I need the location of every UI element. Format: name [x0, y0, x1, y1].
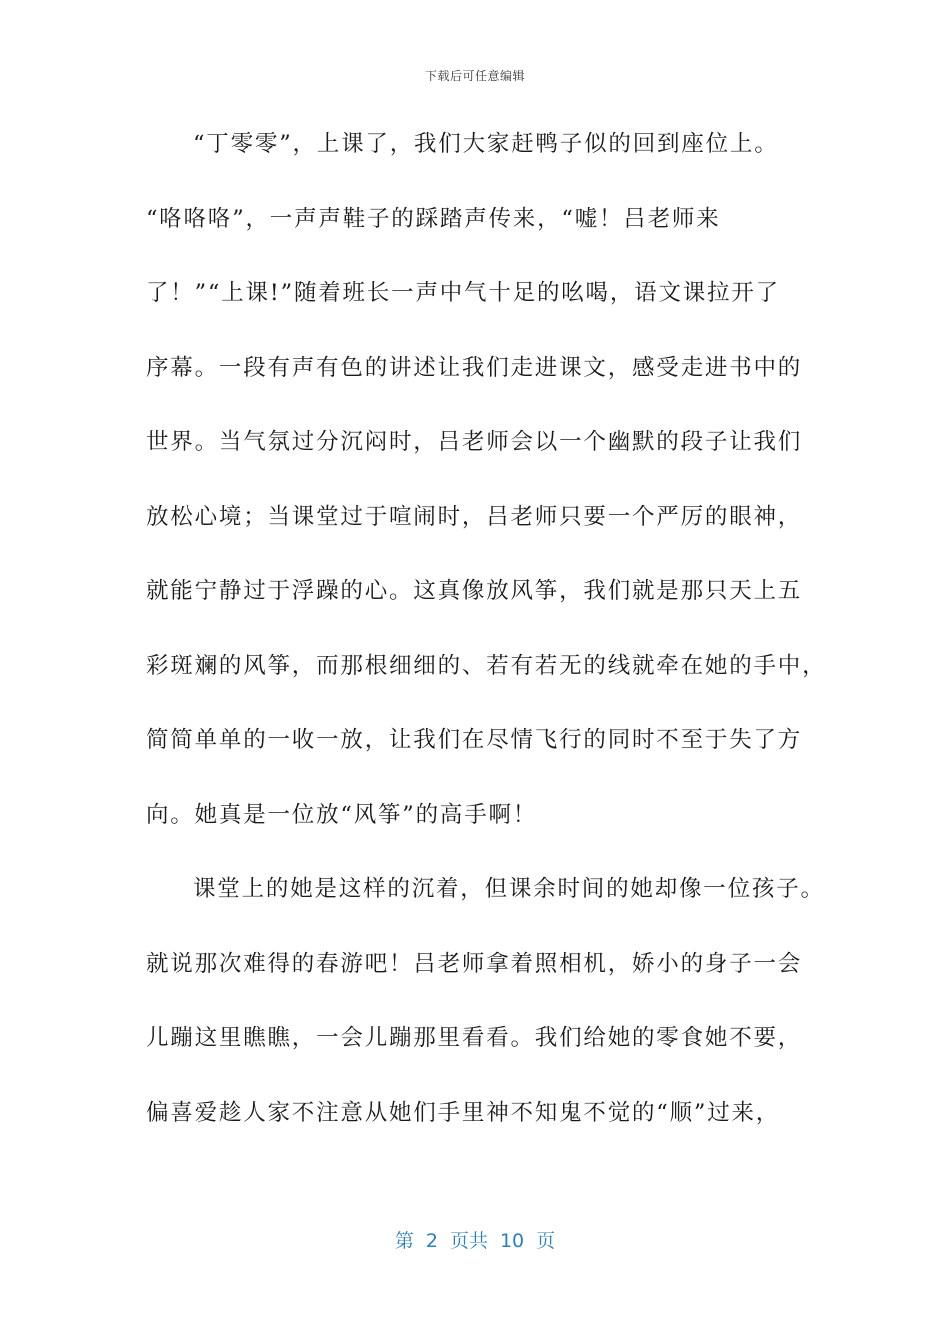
paragraph-line: 放松心境；当课堂过于喧闹时，吕老师只要一个严厉的眼神，: [146, 503, 803, 530]
paragraph-line: 偏喜爱趁人家不注意从她们手里神不知鬼不觉的“顺”过来，: [146, 1099, 781, 1126]
footer-page-number: 2: [425, 1230, 438, 1252]
page-footer: [0, 1226, 950, 1253]
footer-total-pages: 10: [499, 1230, 525, 1252]
footer-suffix: 页: [536, 1230, 556, 1252]
paragraph-line: 就说那次难得的春游吧！吕老师拿着照相机，娇小的身子一会: [146, 950, 803, 977]
paragraph-line: 世界。当气氛过分沉闷时，吕老师会以一个幽默的段子让我们: [146, 429, 803, 455]
page-header-note: 下载后可任意编辑: [424, 69, 525, 83]
paragraph-line: “咯咯咯”，一声声鞋子的踩踏声传来，“嘘！吕老师来: [146, 205, 721, 232]
paragraph-line: 序幕。一段有声有色的讲述让我们走进课文，感受走进书中的: [146, 354, 803, 381]
paragraph-line: 儿蹦这里瞧瞧，一会儿蹦那里看看。我们给她的零食她不要，: [146, 1025, 803, 1051]
body-text: [146, 124, 826, 1167]
footer-prefix: 第: [394, 1230, 414, 1252]
paragraph-line: 向。她真是一位放“风筝”的高手啊！: [146, 801, 538, 828]
paragraph-line: 了！”“上课!”随着班长一声中气十足的吆喝，语文课拉开了: [146, 280, 780, 306]
paragraph-line: 课堂上的她是这样的沉着，但课余时间的她却像一位孩子。: [193, 876, 825, 902]
paragraph-line: “丁零零”，上课了，我们大家赶鸭子似的回到座位上。: [193, 131, 779, 157]
paragraph-line: 简简单单的一收一放，让我们在尽情飞行的同时不至于失了方: [146, 727, 803, 753]
paragraph-line: 彩斑斓的风筝，而那根细细的、若有若无的线就牵在她的手中，: [146, 652, 827, 679]
footer-middle: 页共: [449, 1230, 488, 1252]
paragraph-line: 就能宁静过于浮躁的心。这真像放风筝，我们就是那只天上五: [146, 578, 803, 604]
